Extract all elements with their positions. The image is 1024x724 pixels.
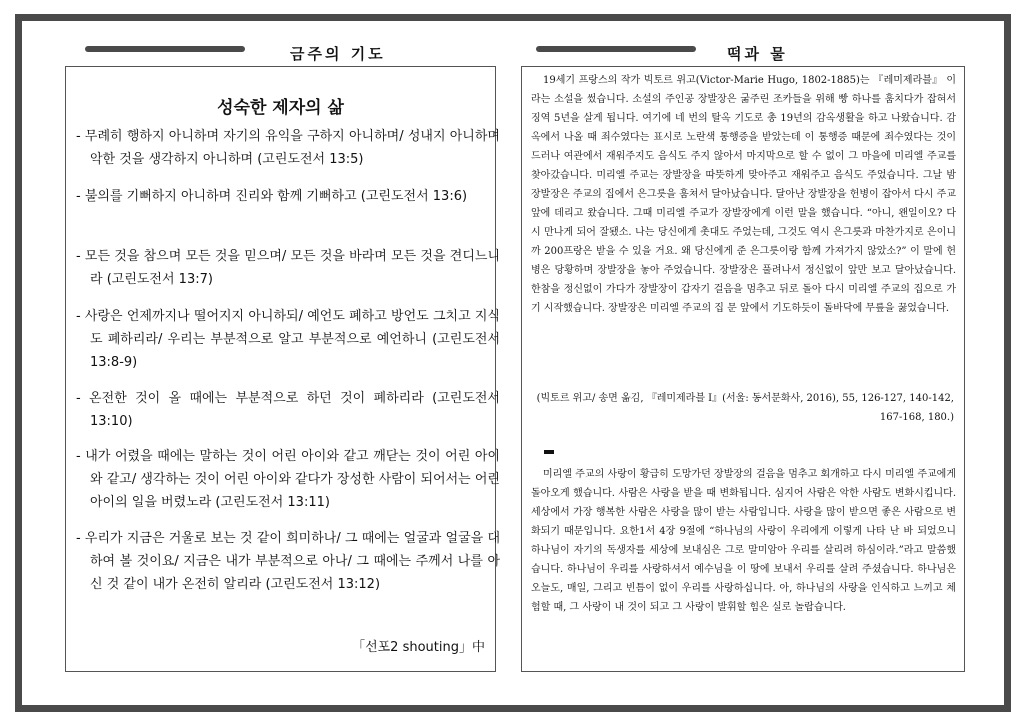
verse-item: - 우리가 지금은 거울로 보는 것 같이 희미하나/ 그 때에는 얼굴과 얼굴을 대하여 볼 것이요/ 지금은 내가 부분적으로 아나/ 그 때에는 주께서 나를 아신 것 같이 내가 온전히 알리라 (고린도전서 13:12) [76,531,500,592]
essay-paragraph-2: 미리엘 주교의 사랑이 황급히 도망가던 장발장의 걸음을 멈추고 회개하고 다시 미리엘 주교에게 돌아오게 했습니다. 사람은 사랑을 받을 때 변화됩니다. 심지어 사람은 악한 사람도 변화시킵니다. 세상에서 가장 행복한 사람은 사랑을 많이 받는 사람입니다. 사랑을 많이 받으면 좋은 사람으로 변화되기 때문입니다. 요한1서 4장 9절에 “하나님의 사랑이 우리에게 이렇게 나타 난 바 되었으니 하나님이 자기의 독생자를 세상에 보내심은 그로 말미암아 우리를 살리려 하심이라.”라고 말씀했습니다. 하나님이 우리를 사랑하셔서 예수님을 이 땅에 보내서 우리를 살려 주셨습니다. 하나님은 오늘도, 매일, 그리고 빈틈이 없이 우리를 사랑하십니다. 아, 하나님의 사랑을 인식하고 느끼고 체험할 때, 그 사랑이 내 것이 되고 그 사랑이 발휘할 힘은 실로 놀랍습니다. [531,469,956,613]
essay-box [521,66,965,672]
right-header-title: 떡과 물 [727,45,788,63]
verse-item: - 내가 어렸을 때에는 말하는 것이 어린 아이와 같고 깨닫는 것이 어린 아이와 같고/ 생각하는 것이 어린 아이와 같다가 장성한 사람이 되어서는 어린 아이의 일을 버렸노라 (고린도전서 13:11) [76,449,500,510]
prayer-source: 「선포2 shouting」中 [352,640,485,655]
essay-paragraph-1: 19세기 프랑스의 작가 빅토르 위고(Victor-Marie Hugo, 1802-1885)는 『레미제라블』 이라는 소설을 썼습니다. 소설의 주인공 장발장은 굶주린 조카들을 위해 빵 하나를 훔치다가 잡혀서 징역 5년을 살게 됩니다. 여기에 네 번의 탈옥 기도로 총 19년의 감옥생활을 하고 나왔습니다. 감옥에서 나올 때 죄수였다는 표시로 노란색 통행증을 받았는데 이 통행증 때문에 죄수였다는 것이 드러나 여관에서 재워주지도 음식도 주지 않아서 마지막으로 할 수 없이 그 마을에 미리엘 주교를 찾아갔습니다. 미리엘 주교는 장발장을 따뜻하게 맞아주고 재워주고 음식도 주었습니다. 그날 밤 장발장은 주교의 집에서 은그릇을 훔쳐서 달아났습니다. 달아난 장발장을 헌병이 잡아서 다시 주교 앞에 데리고 왔습니다. 그때 미리엘 주교가 장발장에게 이런 말을 했습니다. “아니, 왠일이오? 다시 만나게 되어 잘됐소. 나는 당신에게 촛대도 주었는데, 그것도 역시 은그릇과 마찬가지로 은이니까 200프랑은 받을 수 있을 거요. 왜 당신에게 준 은그릇이랑 함께 가져가지 않았소?” 이 말에 헌병은 당황하며 장발장을 놓아 주었습니다. 장발장은 풀려나서 정신없이 앞만 보고 달아났습니다. 한참을 정신없이 가다가 장발장이 갑자기 걸음을 멈추고 뒤로 돌아 다시 미리엘 주교의 집으로 가기 시작했습니다. 장발장은 미리엘 주교의 집 문 앞에서 기도하듯이 돌바닥에 무릎을 꿇었습니다. [531,75,956,314]
prayer-title: 성숙한 제자의 삶 [217,98,344,118]
verse-item: - 불의를 기뻐하지 아니하며 진리와 함께 기뻐하고 (고린도전서 13:6) [76,189,468,204]
verse-item: - 사랑은 언제까지나 떨어지지 아니하되/ 예언도 폐하고 방언도 그치고 지식도 폐하리라/ 우리는 부분적으로 알고 부분적으로 예언하니 (고린도전서 13:8-9) [76,309,500,370]
verse-item: - 온전한 것이 올 때에는 부분적으로 하던 것이 폐하리라 (고린도전서 13:10) [76,391,500,429]
right-header-bar [536,46,696,52]
page-frame [15,14,1011,712]
left-header-bar [85,46,245,52]
essay-citation: (빅토르 위고/ 송면 옮김, 『레미제라블 I』(서울: 동서문화사, 2016), 55, 126-127, 140-142, 167-168, 180.) [536,393,954,423]
prayer-box [65,66,500,672]
section-marker [544,450,554,454]
verse-item: - 모든 것을 참으며 모든 것을 믿으며/ 모든 것을 바라며 모든 것을 견디느니라 (고린도전서 13:7) [76,249,500,287]
left-header-title: 금주의 기도 [290,45,386,63]
verse-item: - 무례히 행하지 아니하며 자기의 유익을 구하지 아니하며/ 성내지 아니하며 악한 것을 생각하지 아니하며 (고린도전서 13:5) [76,129,500,167]
